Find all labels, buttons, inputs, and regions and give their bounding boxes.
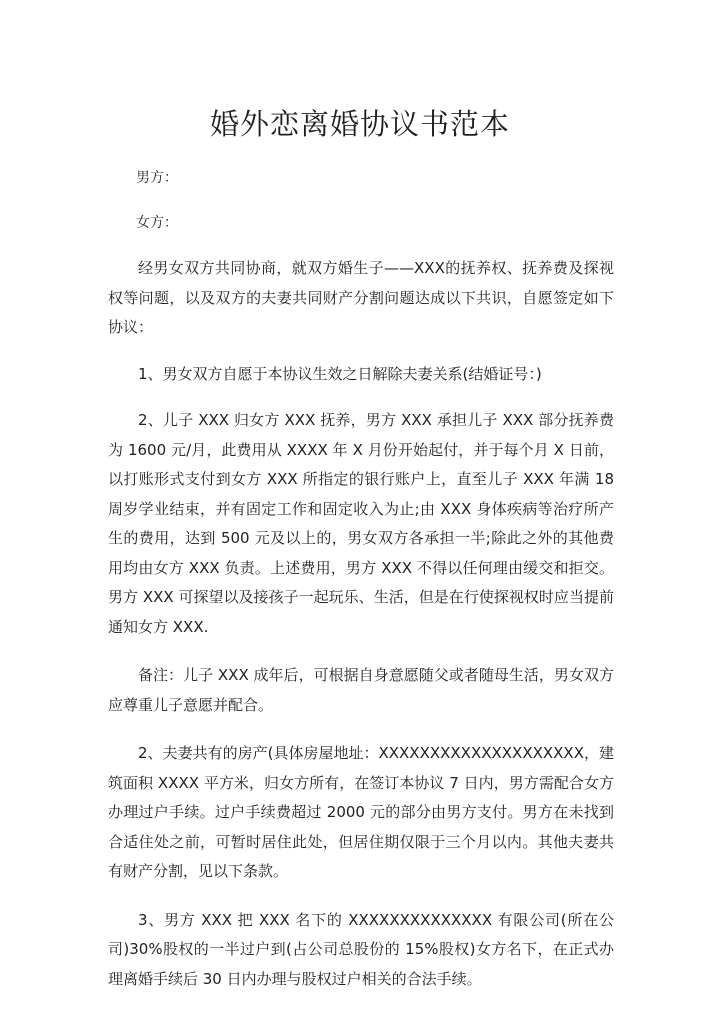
clause-3-equity-paragraph: 3、男方 XXX 把 XXX 名下的 XXXXXXXXXXXXXX 有限公司(所在公司)30%股权的一半过户到(占公司总股份的 15%股权)女方名下，在正式办理离婚手续后 30 日内办理与股权过户相关的合法手续。 [108, 910, 614, 988]
document-body [108, 254, 614, 994]
clause-2-custody-paragraph: 2、儿子 XXX 归女方 XXX 抚养，男方 XXX 承担儿子 XXX 部分抚养费为 1600 元/月，此费用从 XXXX 年 X 月份开始起付，并于每个月 X 日前，以打账形式支付到女方 XXX 所指定的银行账户上，直至儿子 XXX 年满 18 周岁学业结束，并有固定工作和固定收入为止;由 XXX 身体疾病等治疗所产生的费用，达到 500 元及以上的，男女双方各承担一半;除此之外的其他费用均由女方 XXX 负责。上述费用，男方 XXX 不得以任何理由缓交和拒交。男方 XXX 可探望以及接孩子一起玩乐、生活，但是在行使探视权时应当提前通知女方 XXX. [108, 411, 614, 636]
document-title: 婚外恋离婚协议书范本 [209, 107, 510, 141]
note-paragraph: 备注：儿子 XXX 成年后，可根据自身意愿随父或者随母生活，男女双方应尊重儿子意愿并配合。 [108, 666, 614, 714]
clause-1-paragraph: 1、男女双方自愿于本协议生效之日解除夫妻关系(结婚证号：) [138, 364, 542, 383]
preamble-paragraph: 经男女双方共同协商，就双方婚生子——XXX的抚养权、抚养费及探视权等问题，以及双方的夫妻共同财产分割问题达成以下共识，自愿签定如下协议： [108, 259, 614, 336]
clause-2-property-paragraph: 2、夫妻共有的房产(具体房屋地址：XXXXXXXXXXXXXXXXXXXX，建筑面积 XXXX 平方米，归女方所有，在签订本协议 7 日内，男方需配合女方办理过户手续。过户手续费超过 2000 元的部分由男方支付。男方在未找到合适住处之前，可暂时居住此处，但居住期仅限于三个月以内。其他夫妻共有财产分割，见以下条款。 [108, 744, 614, 880]
male-party-label: 男方： [136, 170, 178, 186]
female-party-label: 女方： [136, 215, 178, 231]
